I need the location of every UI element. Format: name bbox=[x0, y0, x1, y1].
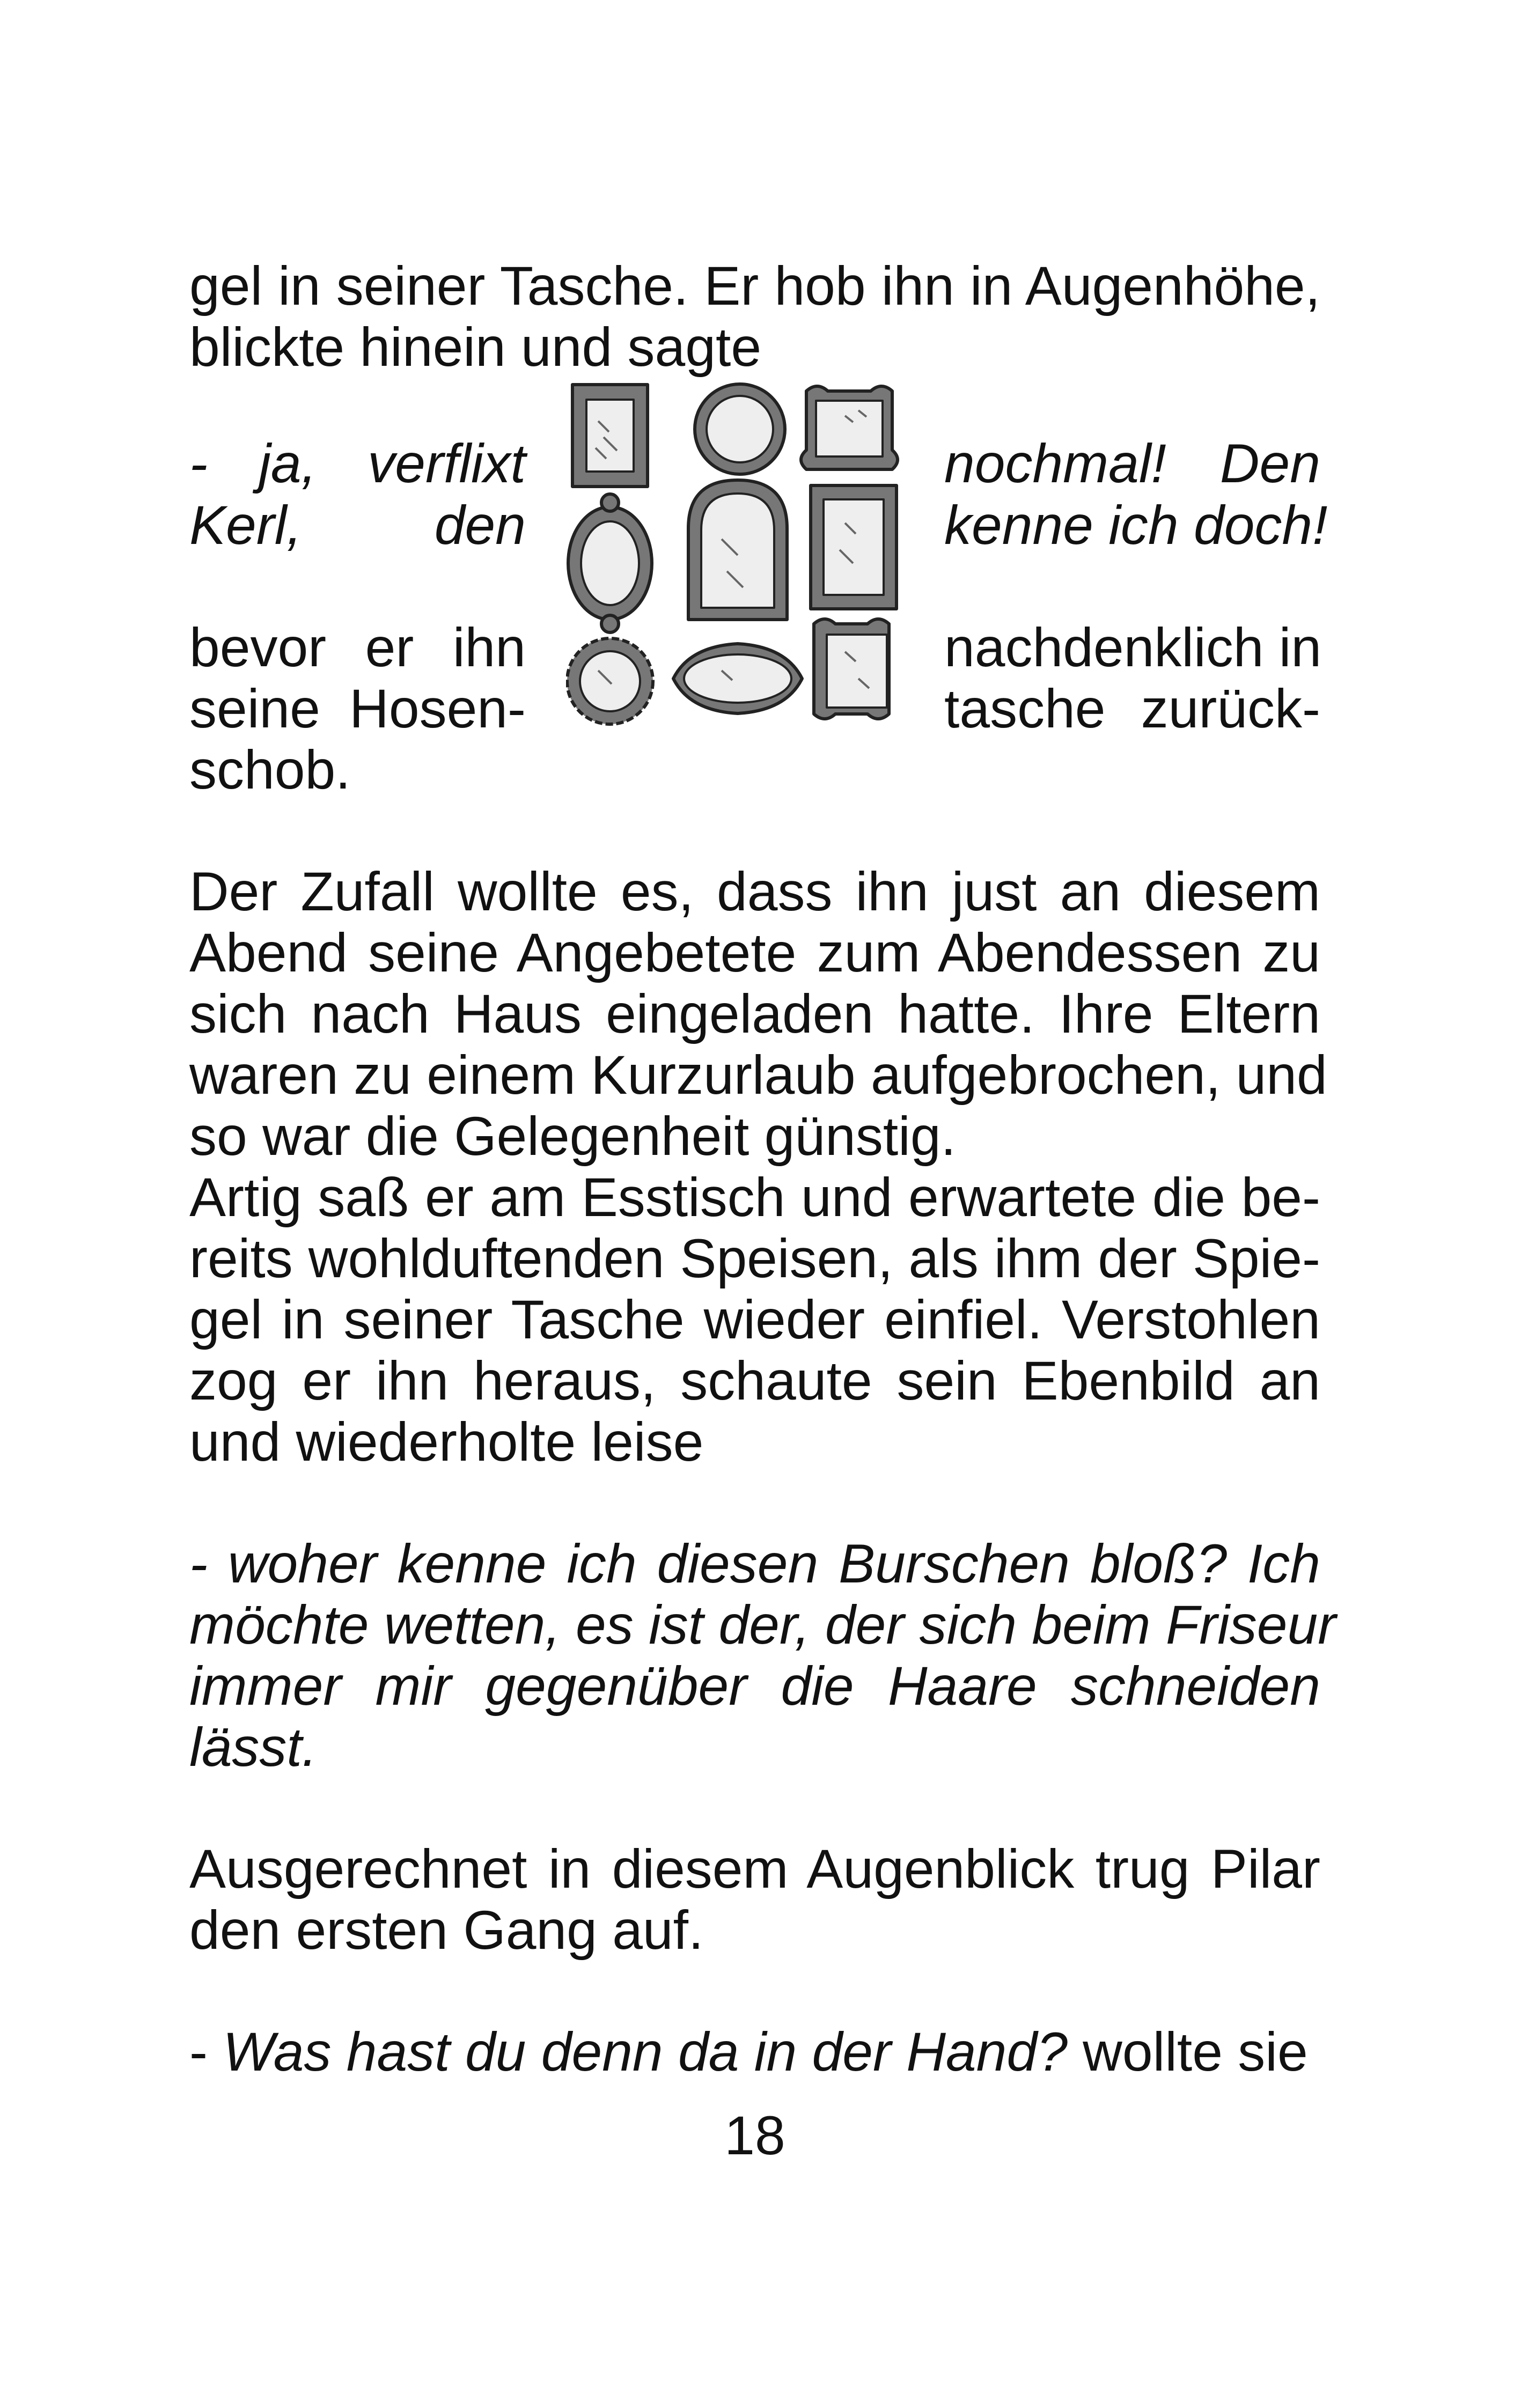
mirror-icon bbox=[814, 619, 889, 719]
text-line: den ersten Gang auf. bbox=[189, 1899, 704, 1961]
text-line: sich nach Haus eingeladen hatte. Ihre Eltern bbox=[189, 983, 1320, 1044]
text-line: kenne ich doch! bbox=[944, 495, 1328, 556]
mirror-icon bbox=[811, 485, 897, 609]
mirror-icon bbox=[568, 494, 652, 632]
text-line: waren zu einem Kurzurlaub aufgebrochen, und bbox=[189, 1044, 1327, 1106]
text-line: Ausgerechnet in diesem Augenblick trug Pilar bbox=[189, 1838, 1320, 1899]
mirror-icon bbox=[567, 638, 653, 724]
text-line: gel in seiner Tasche. Er hob ihn in Augenhöhe, bbox=[189, 255, 1320, 316]
text-line: nochmal! Den bbox=[944, 433, 1320, 494]
text-line: Der Zufall wollte es, dass ihn just an diesem bbox=[189, 861, 1320, 922]
text-line: lässt. bbox=[189, 1717, 318, 1778]
text-line: so war die Gelegenheit günstig. bbox=[189, 1106, 956, 1167]
text-line: reits wohlduftenden Speisen, als ihm der Spie- bbox=[189, 1228, 1320, 1289]
text-line: - ja, verflixt bbox=[189, 433, 526, 494]
text-line: und wiederholte leise bbox=[189, 1411, 704, 1472]
text-line: schob. bbox=[189, 739, 351, 800]
text-line bbox=[189, 2021, 1320, 2082]
mirrors-illustration bbox=[566, 378, 909, 727]
text-line: Artig saß er am Esstisch und erwartete die be- bbox=[189, 1167, 1320, 1228]
text-line: Abend seine Angebetete zum Abendessen zu bbox=[189, 922, 1320, 983]
text-line: nachdenklich in bbox=[944, 617, 1322, 678]
mirror-icon bbox=[673, 644, 802, 713]
text-line: Kerl, den bbox=[189, 495, 526, 556]
text-line: blickte hinein und sagte bbox=[189, 316, 762, 378]
mirror-icon bbox=[695, 384, 785, 474]
text-rest: wollte sie bbox=[1067, 2021, 1308, 2082]
dash: - bbox=[189, 2021, 223, 2082]
text-line: tasche zurück- bbox=[944, 678, 1320, 739]
mirror-icon bbox=[801, 386, 898, 469]
text-line: gel in seiner Tasche wieder einfiel. Verstohlen bbox=[189, 1289, 1320, 1350]
text-line: - woher kenne ich diesen Burschen bloß? Ich bbox=[189, 1533, 1320, 1594]
text-line: seine Hosen- bbox=[189, 678, 526, 739]
text-line: immer mir gegenüber die Haare schneiden bbox=[189, 1655, 1320, 1717]
text-line: möchte wetten, es ist der, der sich beim Friseur bbox=[189, 1594, 1336, 1655]
mirror-icon bbox=[688, 480, 787, 620]
text-line: zog er ihn heraus, schaute sein Ebenbild an bbox=[189, 1350, 1320, 1411]
page-number: 18 bbox=[724, 2105, 785, 2166]
text-line: bevor er ihn bbox=[189, 617, 526, 678]
mirror-icon bbox=[572, 385, 648, 487]
italic-speech: Was hast du denn da in der Hand? bbox=[223, 2021, 1068, 2082]
